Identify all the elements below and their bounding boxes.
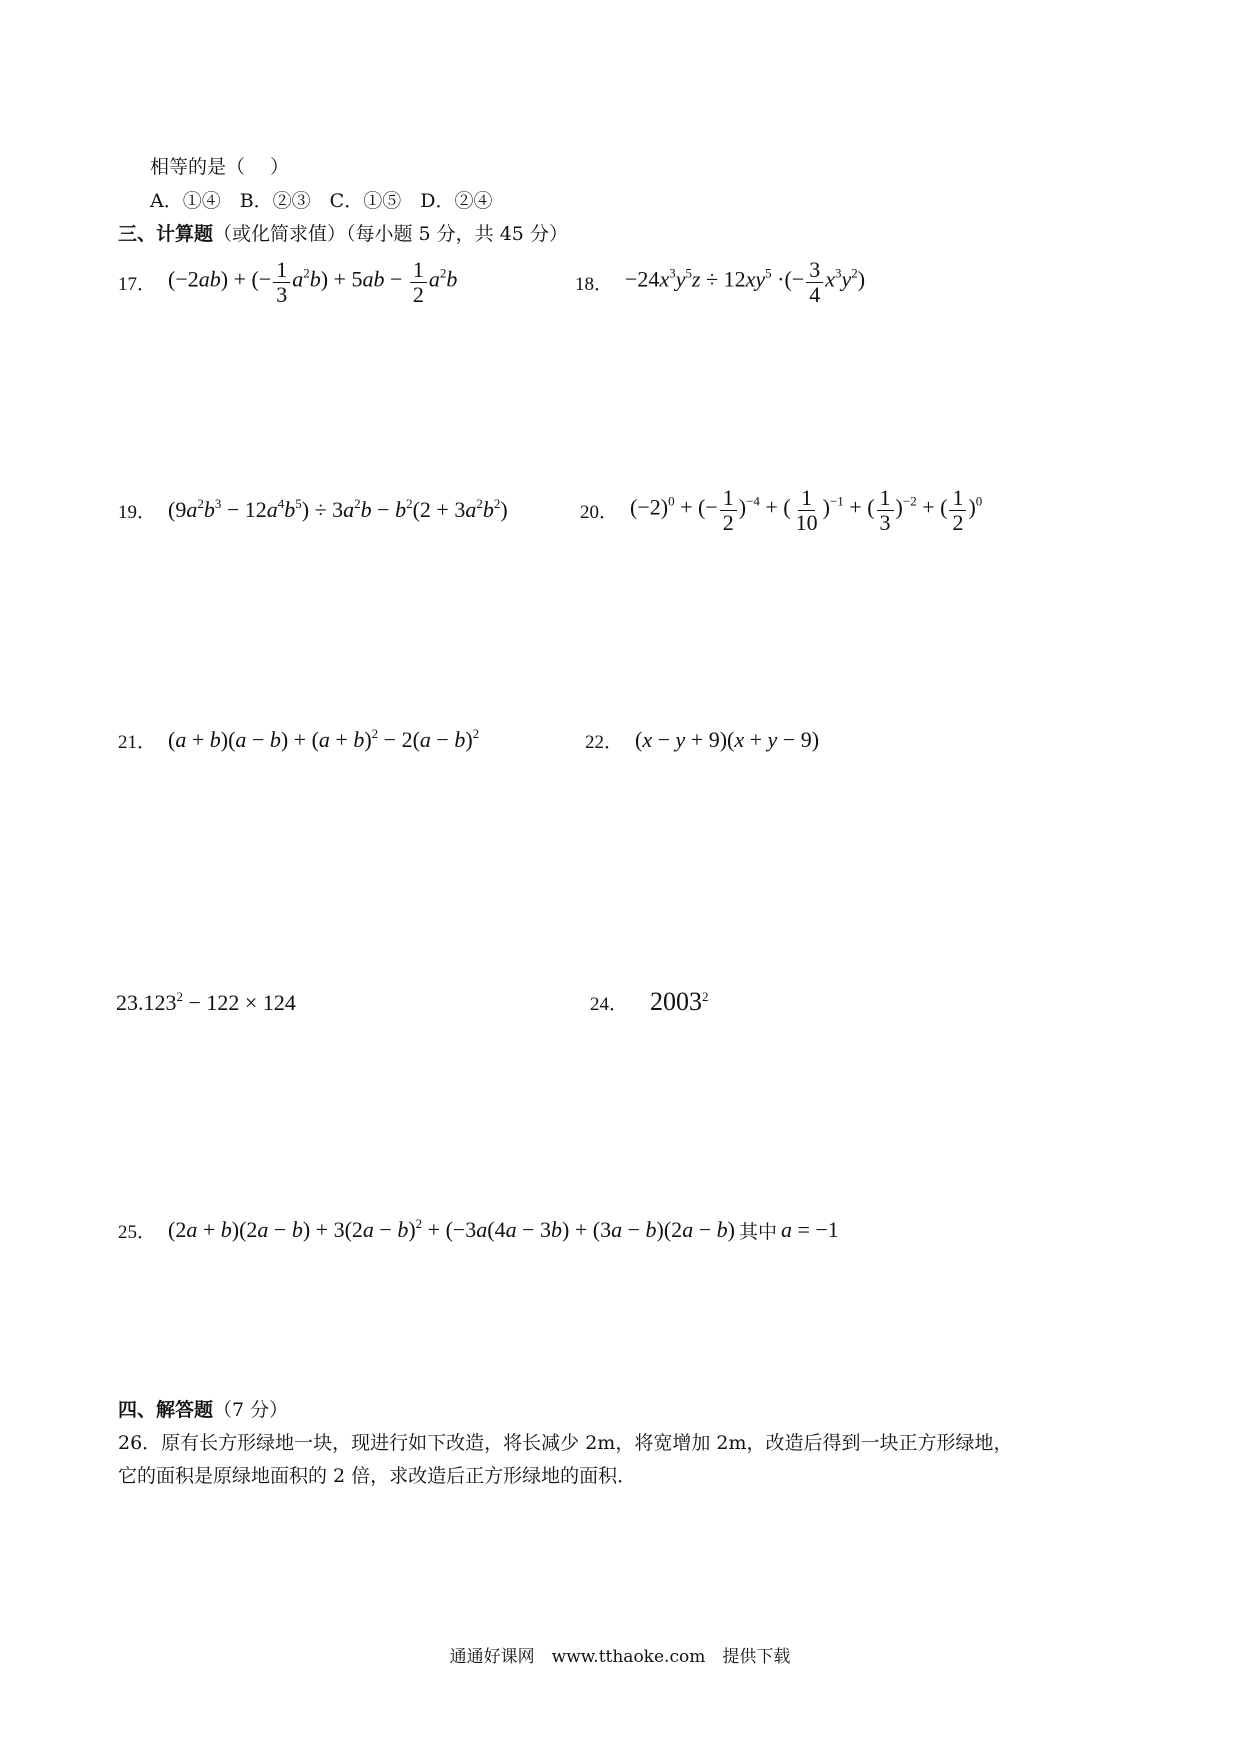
fraction: $\frac{1}{10}$	[795, 485, 818, 535]
question-26-line-2: 它的面积是原绿地面积的 2 倍，求改造后正方形绿地的面积．	[118, 1465, 637, 1487]
problem-25	[118, 1210, 839, 1250]
problem-24-expression: 2003$^2$	[650, 987, 709, 1016]
section-4-header	[118, 1395, 288, 1422]
fraction: $\frac{1}{2}$	[949, 486, 966, 533]
section-3-header	[118, 219, 568, 246]
section-4-title: 四、解答题	[118, 1399, 214, 1421]
problem-23	[116, 983, 296, 1023]
problem-25-expression: $(2a + b)(2a - b) + 3(2a - b)^2 + (-3a(4a - 3b) + (3a - b)(2a - b)$	[168, 1216, 735, 1242]
problem-25-condition: a = −1	[780, 1217, 839, 1242]
problem-number: 17．	[118, 273, 157, 295]
problem-number: 21．	[118, 731, 157, 753]
problem-number: 20．	[580, 501, 619, 523]
fraction: $\frac{1}{2}$	[720, 486, 737, 533]
problem-number: 23.	[116, 990, 144, 1015]
page-footer: 通通好课网 www.tthaoke.com 提供下载	[449, 1647, 791, 1667]
section-3-note: （或化简求值）（每小题 5 分，共 45 分）	[213, 223, 568, 245]
problem-25-condition-label: 其中	[738, 1221, 777, 1243]
problem-19-expression: $(9a^2b^3 - 12a^4b^5) \div 3a^2b - b^2(2 + 3a^2b^2)$	[168, 496, 508, 522]
fraction: $\frac{1}{3}$	[273, 258, 290, 305]
problem-21-expression: $(a + b)(a - b) + (a + b)^2 - 2(a - b)^2$	[168, 726, 480, 752]
section-3-title: 三、计算题	[118, 223, 214, 245]
problem-18-expression: $-24x^3y^5z \div 12xy^5$ ·(− $\frac{3}{4}$ $x^3y^2$)	[625, 257, 866, 307]
problem-number: 25．	[118, 1221, 157, 1243]
fraction: $\frac{3}{4}$	[806, 258, 823, 305]
problem-number: 19．	[118, 501, 157, 523]
problem-24	[590, 980, 709, 1024]
problem-17	[118, 254, 457, 310]
problem-18	[575, 254, 865, 310]
problem-number: 22．	[585, 731, 624, 753]
problem-19	[118, 482, 508, 538]
problem-number: 24．	[590, 993, 629, 1015]
question-tail: 相等的是（ ）	[150, 156, 290, 178]
question-26-line-1: 26．原有长方形绿地一块，现进行如下改造，将长减少 2m，将宽增加 2m，改造后得到一块正方形绿地，	[118, 1432, 1013, 1454]
problem-20	[580, 482, 982, 538]
problem-17-expression: (−2ab) + (− $\frac{1}{3}$ $a^2b) + 5ab$ − $\frac{1}{2}$ $a^2b$	[168, 257, 458, 307]
problem-22	[585, 720, 819, 760]
problem-23-expression: $123^2 - 122 \times 124$	[143, 989, 296, 1015]
problem-number: 18．	[575, 273, 614, 295]
problem-22-expression: (x − y + 9)(x + y − 9)	[635, 727, 820, 752]
problem-21	[118, 720, 479, 760]
fraction: $\frac{1}{2}$	[410, 258, 427, 305]
fraction: $\frac{1}{3}$	[877, 486, 894, 533]
choices: A．①④ B．②③ C．①⑤ D．②④	[150, 190, 493, 212]
problem-20-expression: $(-2)^0$ + (− $\frac{1}{2}$ )$^{-4}$ + ( $\frac{1}{10}$ )$^{-1}$ + ( $\frac{1}{3}$ )$^{-2}$ + ( $\frac{1}{2}$ )$^0$	[630, 485, 983, 535]
section-4-note: （7 分）	[213, 1399, 289, 1421]
